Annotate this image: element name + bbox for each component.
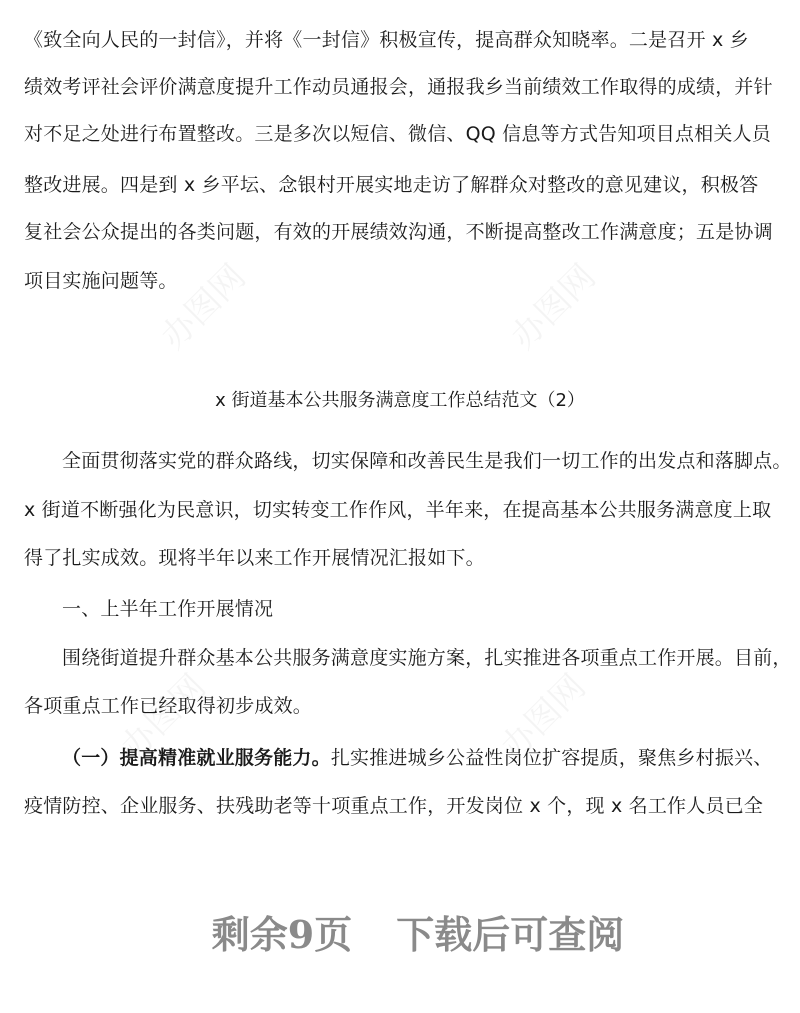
paragraph-line: 疫情防控、企业服务、扶残助老等十项重点工作，开发岗位 x 个，现 x 名工作人员已全 [24, 795, 764, 817]
paragraph-line: 整改进展。四是到 x 乡平坛、念银村开展实地走访了解群众对整改的意见建议，积极答 [24, 174, 759, 196]
paragraph-line: x 街道不断强化为民意识，切实转变工作作风，半年来，在提高基本公共服务满意度上取 [24, 499, 772, 521]
paragraph-line: 《致全向人民的一封信》，并将《一封信》积极宣传，提高群众知晓率。二是召开 x 乡 [24, 29, 749, 51]
remaining-pages-banner[interactable] [0, 908, 800, 962]
paragraph-line: 复社会公众提出的各类问题，有效的开展绩效沟通，不断提高整改工作满意度；五是协调 [24, 221, 773, 243]
bold-lead: （一）提高精准就业服务能力。 [62, 747, 331, 769]
paragraph-line: 得了扎实成效。现将半年以来工作开展情况汇报如下。 [24, 547, 485, 569]
paragraph-text: 扎实推进城乡公益性岗位扩容提质，聚焦乡村振兴、 [330, 747, 773, 769]
paragraph-line: 围绕街道提升群众基本公共服务满意度实施方案，扎实推进各项重点工作开展。目前， [62, 647, 792, 669]
section-heading: 一、上半年工作开展情况 [62, 598, 274, 620]
section-title: x 街道基本公共服务满意度工作总结范文（2） [215, 390, 585, 411]
remaining-pages-text: 剩余9页 [211, 912, 353, 957]
paragraph-line [62, 745, 800, 771]
paragraph-line: 绩效考评社会评价满意度提升工作动员通报会，通报我乡当前绩效工作取得的成绩，并针 [24, 76, 773, 98]
paragraph-line: 对不足之处进行布置整改。三是多次以短信、微信、QQ 信息等方式告知项目点相关人员 [24, 123, 771, 145]
paragraph-line: 全面贯彻落实党的群众路线，切实保障和改善民生是我们一切工作的出发点和落脚点。 [62, 450, 792, 472]
paragraph-line: 各项重点工作已经取得初步成效。 [24, 695, 313, 717]
download-hint-text: 下载后可查阅 [396, 912, 625, 957]
paragraph-line: 项目实施问题等。 [24, 270, 178, 292]
